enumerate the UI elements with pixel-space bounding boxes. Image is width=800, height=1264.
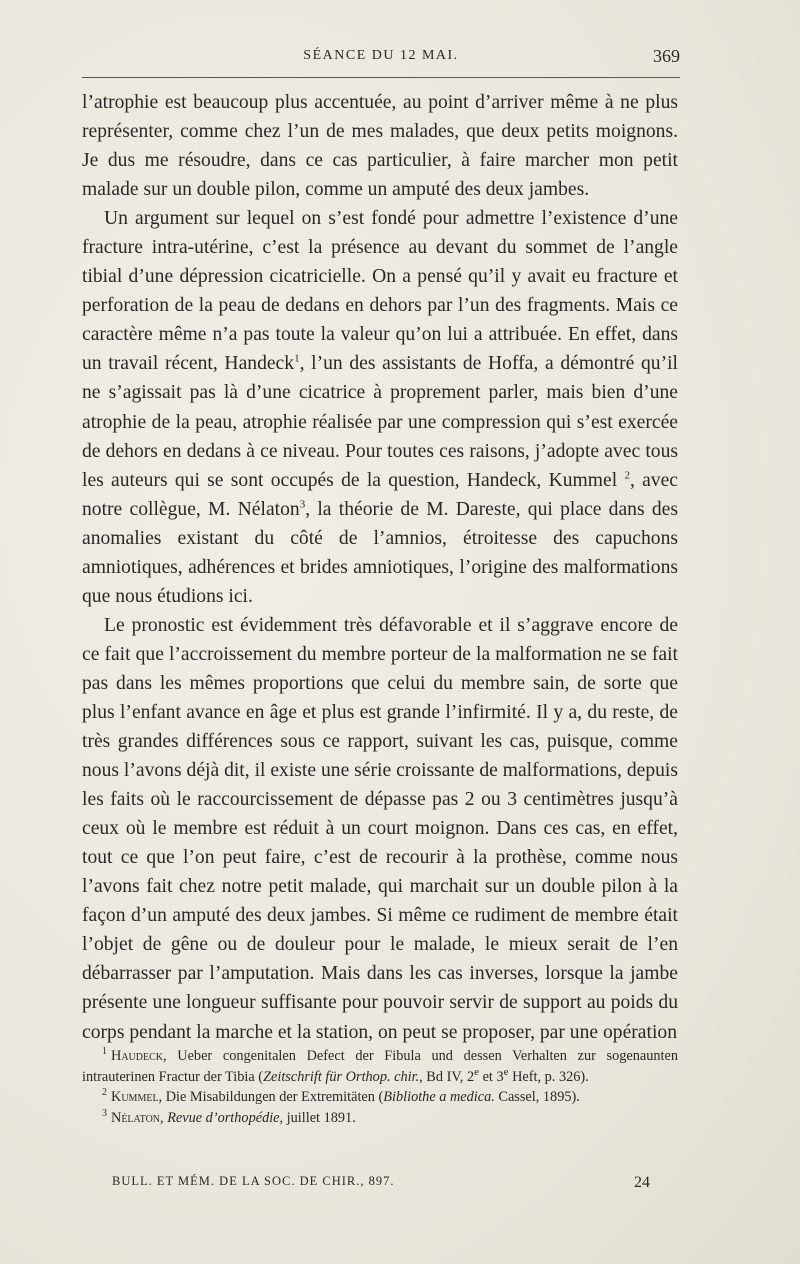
running-header: [82, 46, 680, 70]
page-footer: [112, 1174, 650, 1196]
footnote: [82, 1108, 678, 1129]
footnotes: [82, 1046, 678, 1128]
footnote: [82, 1046, 678, 1087]
footnote-mark: 1: [102, 1046, 107, 1058]
paragraph: Un argument sur lequel on s’est fondé pour admettre l’existence d’une fracture intra-utérine, c’est la présence au devant du sommet de l’angle tibial d’une dépression cicatricielle. On a pensé qu’il y avait eu fracture et perforation de la peau de dedans en dehors par l’un des fragments. Mais ce caractère même n’a pas toute la valeur qu’on lui a attribuée. En effet, dans un travail récent, Handeck$^1$, l’un des assistants de Hoffa, a démontré qu’il ne s’agissait pas là d’une cicatrice à proprement parler, mais bien d’une atrophie de la peau, atrophie réalisée par une compression qui s’est exercée de dehors en dedans à ce niveau. Pour toutes ces raisons, j’adopte avec tous les auteurs qui se sont occupés de la question, Handeck, Kummel $^2$, avec notre collègue, M. Nélaton$^3$, la théorie de M. Dareste, qui place dans des anomalies existant du côté de l’amnios, étroitesse des capuchons amniotiques, adhérences et brides amniotiques, l’origine des malformations que nous étudions ici.: [82, 208, 678, 607]
footnote-mark: 2: [102, 1087, 107, 1099]
paragraph: Le pronostic est évidemment très défavorable et il s’aggrave encore de ce fait que l’accroissement du membre porteur de la malformation ne se fait pas dans les mêmes proportions que celui du membre sain, de sorte que plus l’enfant avance en âge et plus est grande l’infirmité. Il y a, du reste, de très grandes différences sous ce rapport, suivant les cas, puisque, comme nous l’avons déjà dit, il existe une série croissante de malformations, depuis les faits où le raccourcissement de dépasse pas 2 ou 3 centimètres jusqu’à ceux où le membre est réduit à un court moignon. Dans ces cas, en effet, tout ce que l’on peut faire, c’est de recourir à la prothèse, comme nous l’avons fait chez notre petit malade, qui marchait sur un double pilon à la façon d’un amputé des deux jambes. Si même ce rudiment de membre était l’objet de gêne ou de douleur pour le malade, le mieux serait de l’en débarrasser par l’amputation. Mais dans les cas inverses, lorsque la jambe présente une longueur suffisante pour pouvoir servir de support au poids du corps pendant la marche et la station, on peut se proposer, par une opération: [82, 614, 678, 1043]
header-title: SÉANCE DU 12 MAI.: [303, 48, 459, 63]
body-text: [82, 88, 678, 1047]
footnote-text: Haudeck, Ueber congenitalen Defect der Fibula und dessen Verhalten zur sogenaunten intrauterinen Fractur der Tibia (Zeitschrift für Orthop. chir., Bd IV, 2e et 3e Heft, p. 326).: [82, 1048, 678, 1085]
page-number: 369: [653, 46, 680, 66]
footnote: [82, 1087, 678, 1108]
header-rule: [82, 77, 680, 78]
footer-journal: BULL. ET MÉM. DE LA SOC. DE CHIR., 897.: [112, 1174, 395, 1188]
paragraph: l’atrophie est beaucoup plus accentuée, au point d’arriver même à ne plus représenter, comme chez l’un de mes malades, que deux petits moignons. Je dus me résoudre, dans ce cas particulier, à faire marcher mon petit malade sur un double pilon, comme un amputé des deux jambes.: [82, 92, 678, 201]
footnote-text: Kummel, Die Misabildungen der Extremitäten (Bibliothe a medica. Cassel, 1895).: [111, 1089, 580, 1105]
footnote-text: Nélaton, Revue d’orthopédie, juillet 1891.: [111, 1109, 356, 1126]
footer-signature: 24: [634, 1174, 650, 1191]
footnote-mark: 3: [102, 1107, 107, 1119]
